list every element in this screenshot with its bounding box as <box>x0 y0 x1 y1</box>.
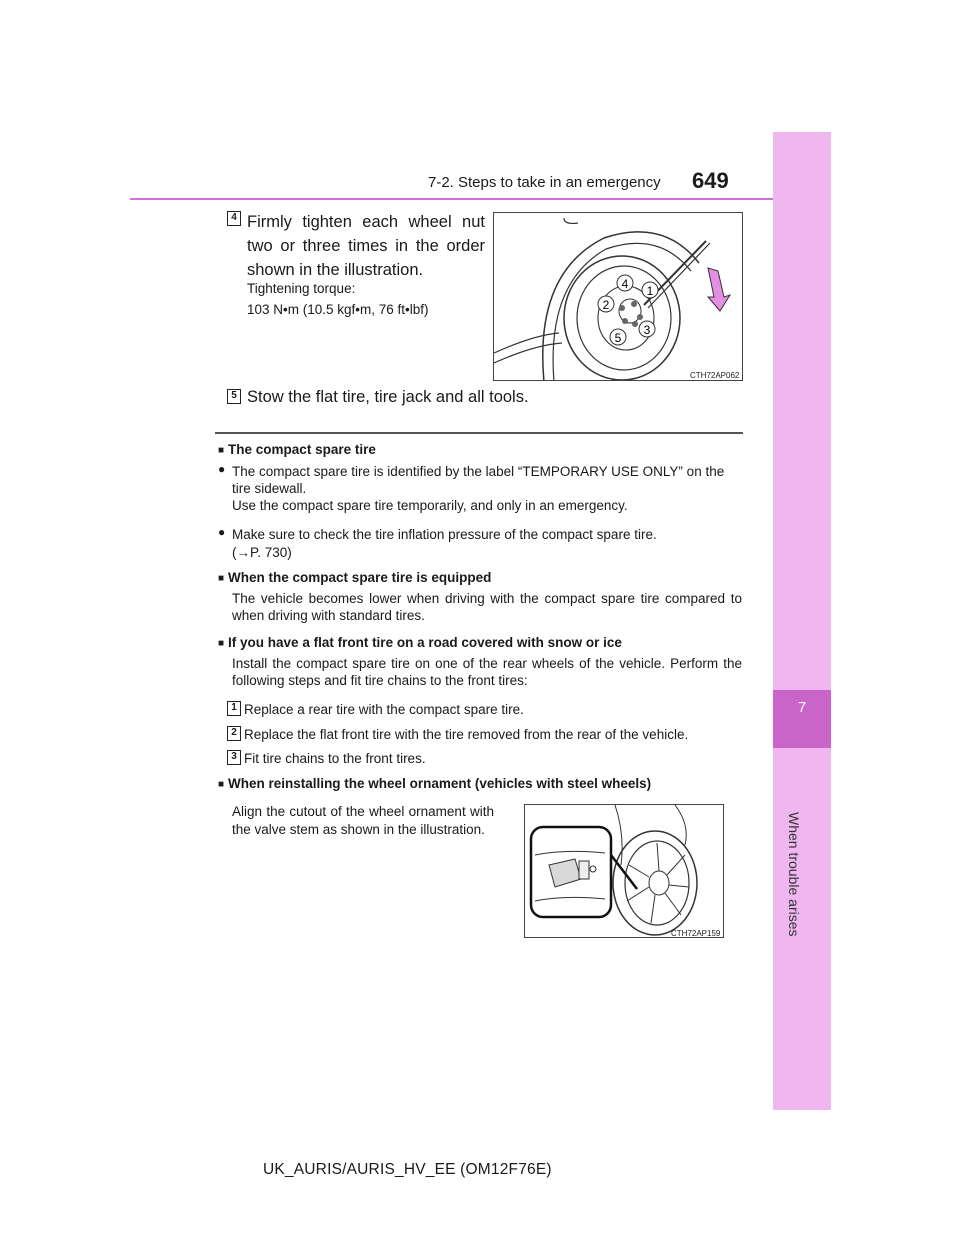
nut-label-3: 3 <box>643 323 651 337</box>
wheel-nut-drawing <box>494 213 743 381</box>
wheel-ornament-drawing <box>525 805 724 938</box>
equipped-text: The vehicle becomes lower when driving with the compact spare tire compared to when driving with standard tires. <box>232 591 742 623</box>
compact-spare-bullet-1: The compact spare tire is identified by the label “TEMPORARY USE ONLY” on the tire sidewall. <box>232 464 725 496</box>
heading-compact-spare: ■ The compact spare tire <box>218 442 376 457</box>
heading-ornament: ■ When reinstalling the wheel ornament (vehicles with steel wheels) <box>218 776 651 791</box>
snow-step-number-2: 2 <box>227 726 241 741</box>
snow-text: Install the compact spare tire on one of the rear wheels of the vehicle. Perform the following steps and fit tire chains to the front tires: <box>232 656 742 688</box>
wheel-ornament-illustration <box>524 804 724 938</box>
illustration-code-2: CTH72AP159 <box>671 929 721 938</box>
notes-divider <box>215 432 743 434</box>
nut-label-1: 1 <box>646 284 654 298</box>
snow-step-2-text: Replace the flat front tire with the tire removed from the rear of the vehicle. <box>244 727 689 742</box>
heading-snow: ■ If you have a flat front tire on a road covered with snow or ice <box>218 635 622 650</box>
heading-equipped: ■ When the compact spare tire is equipped <box>218 570 491 585</box>
snow-step-1-text: Replace a rear tire with the compact spare tire. <box>244 702 524 717</box>
nut-label-4: 4 <box>621 277 629 291</box>
snow-step-3-text: Fit tire chains to the front tires. <box>244 751 426 766</box>
snow-step-number-1: 1 <box>227 701 241 716</box>
compact-spare-bullet-2: Make sure to check the tire inflation pressure of the compact spare tire. <box>232 527 657 542</box>
chapter-number: 7 <box>797 699 807 716</box>
step-5-text: Stow the flat tire, tire jack and all tools. <box>247 388 529 406</box>
illustration-code-1: CTH72AP062 <box>690 371 740 380</box>
header-divider <box>130 198 830 200</box>
model-code: UK_AURIS/AURIS_HV_EE (OM12F76E) <box>263 1161 552 1178</box>
compact-spare-bullet-1b: Use the compact spare tire temporarily, and only in an emergency. <box>232 498 628 513</box>
torque-value: 103 N•m (10.5 kgf•m, 76 ft•lbf) <box>247 302 429 317</box>
step-number-5: 5 <box>227 389 241 404</box>
nut-label-5: 5 <box>614 331 622 345</box>
chapter-label: When trouble arises <box>786 812 802 937</box>
step-number-4: 4 <box>227 211 241 226</box>
nut-label-2: 2 <box>602 298 610 312</box>
chapter-side-tab <box>773 132 831 1110</box>
section-title: 7-2. Steps to take in an emergency <box>428 174 661 191</box>
snow-step-number-3: 3 <box>227 750 241 765</box>
step-4-text: Firmly tighten each wheel nut two or three times in the order shown in the illustration. <box>247 213 485 279</box>
page-reference: (→P. 730) <box>232 545 292 560</box>
wheel-nut-illustration <box>493 212 743 381</box>
bullet-icon: ● <box>218 462 226 476</box>
bullet-icon: ● <box>218 525 226 539</box>
torque-label: Tightening torque: <box>247 281 356 296</box>
page-number: 649 <box>692 168 729 193</box>
ornament-text: Align the cutout of the wheel ornament with the valve stem as shown in the illustration. <box>232 804 494 837</box>
